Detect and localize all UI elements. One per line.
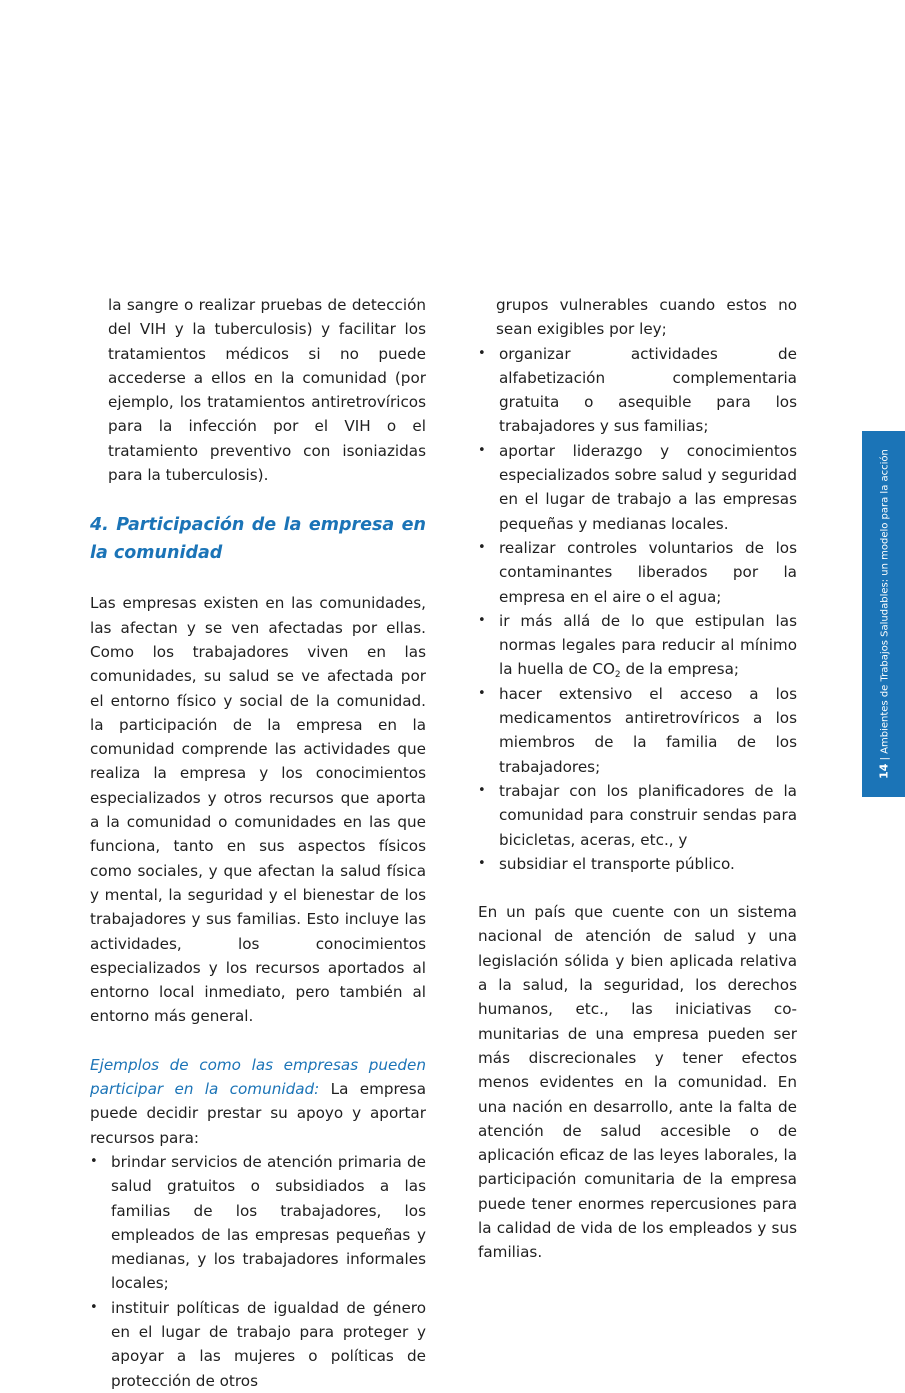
list-item: • hacer extensivo el acceso a los medicamentos antiretrovíricos a los miembros de la familia de los trabajadores; — [478, 682, 797, 779]
examples-intro — [90, 1053, 426, 1150]
bullet-icon: • — [478, 345, 486, 361]
list-item: • realizar controles voluntarios de los contaminantes liberados por la empresa en el aire o el agua; — [478, 536, 797, 609]
left-column — [90, 293, 426, 1393]
examples-list — [90, 1150, 426, 1393]
side-tab-text — [877, 449, 890, 779]
bullet-icon: • — [478, 442, 486, 458]
bullet-icon: • — [90, 1153, 98, 1169]
page-number: 14 — [877, 763, 890, 779]
side-tab — [862, 431, 905, 797]
continued-list-text: grupos vulnerables cuando estos no sean exigibles por ley; — [496, 296, 797, 339]
list-item: • subsidiar el transporte público. — [478, 852, 797, 876]
bullet-icon: • — [478, 612, 486, 628]
examples-text: La empresa puede decidir prestar su apoyo y aportar recursos para: — [90, 1080, 426, 1147]
bullet-icon: • — [478, 685, 486, 701]
continued-text: la sangre o realizar pruebas de detección del VIH y la tuberculosis) y facilitar los tratamientos médicos si no puede accederse a ellos en la comunidad (por ejemplo, los tratamientos antiretrovíricos para la infección por el VIH o el tratamiento preventivo con isoniazidas para la tuberculosis). — [108, 296, 426, 485]
list-item: • organizar actividades de alfabetización complementaria gratuita o asequible para los trabajadores y sus familias; — [478, 342, 797, 439]
list-item: • instituir políticas de igualdad de género en el lugar de trabajo para proteger y apoyar a las mujeres o políticas de protección de otros — [90, 1296, 426, 1393]
bullet-icon: • — [478, 855, 486, 871]
list-item: • ir más allá de lo que estipulan las normas legales para reducir al mínimo la huella de $CO_2$ de la empresa; — [478, 609, 797, 682]
co2-subscript: 2 — [614, 670, 621, 681]
list-item: • aportar liderazgo y conocimientos especializados sobre salud y seguridad en el lugar de trabajo a las empresas pequeñas y medianas locales. — [478, 439, 797, 536]
examples-list-continued — [478, 342, 797, 877]
closing-paragraph: En un país que cuente con un sistema nacional de atención de salud y una legislación sólida y bien aplicada relativa a la salud, la seguridad, los derechos humanos, etc., las iniciativas comunitarias de una empresa pueden ser más discrecionales y tener efectos menos evidentes en la comunidad. En una nación en desarrollo, ante la falta de atención de salud accesible o de aplicación eficaz de las leyes laborales, la participación comunitaria de la empresa puede tener enormes repercusiones para la calidad de vida de los empleados y sus familias. — [478, 903, 797, 1262]
right-column — [478, 293, 797, 1265]
examples-lead: Ejemplos de como las empresas pueden participar en la comunidad: — [90, 1055, 426, 1099]
running-title: Ambientes de Trabajos Saludables: un modelo para la acción — [879, 449, 890, 754]
bullet-icon: • — [478, 539, 486, 555]
section-paragraph: Las empresas existen en las comunidades, las afectan y se ven afectadas por ellas. Como los trabajadores viven en las comunidades, su salud se ve afectada por el entorno físico y social de la comunidad. la participación de la empresa en la comunidad comprende las actividades que realiza la empresa y los conocimientos especializados y otros recursos que aporta a la comunidad o comunidades en las que funciona, tanto en sus aspectos físicos como sociales, y que afectan la salud física y mental, la seguridad y el bienestar de los trabajadores y sus familias. Esto incluye las actividades, los conocimientos especializados y los recursos aportados al entorno local inmediato, pero también al entorno más general. — [90, 594, 426, 1026]
list-item: • trabajar con los planificadores de la comunidad para construir sendas para bicicletas, aceras, etc., y — [478, 779, 797, 852]
list-item: • brindar servicios de atención primaria de salud gratuitos o subsidiados a las familias de los trabajadores, los empleados de las empresas pequeñas y medianas, y los trabajadores informales locales; — [90, 1150, 426, 1296]
bullet-icon: • — [478, 782, 486, 798]
section-heading: 4. Participación de la empresa en la comunidad — [90, 515, 426, 564]
bullet-icon: • — [90, 1299, 98, 1315]
separator: | — [879, 757, 890, 761]
